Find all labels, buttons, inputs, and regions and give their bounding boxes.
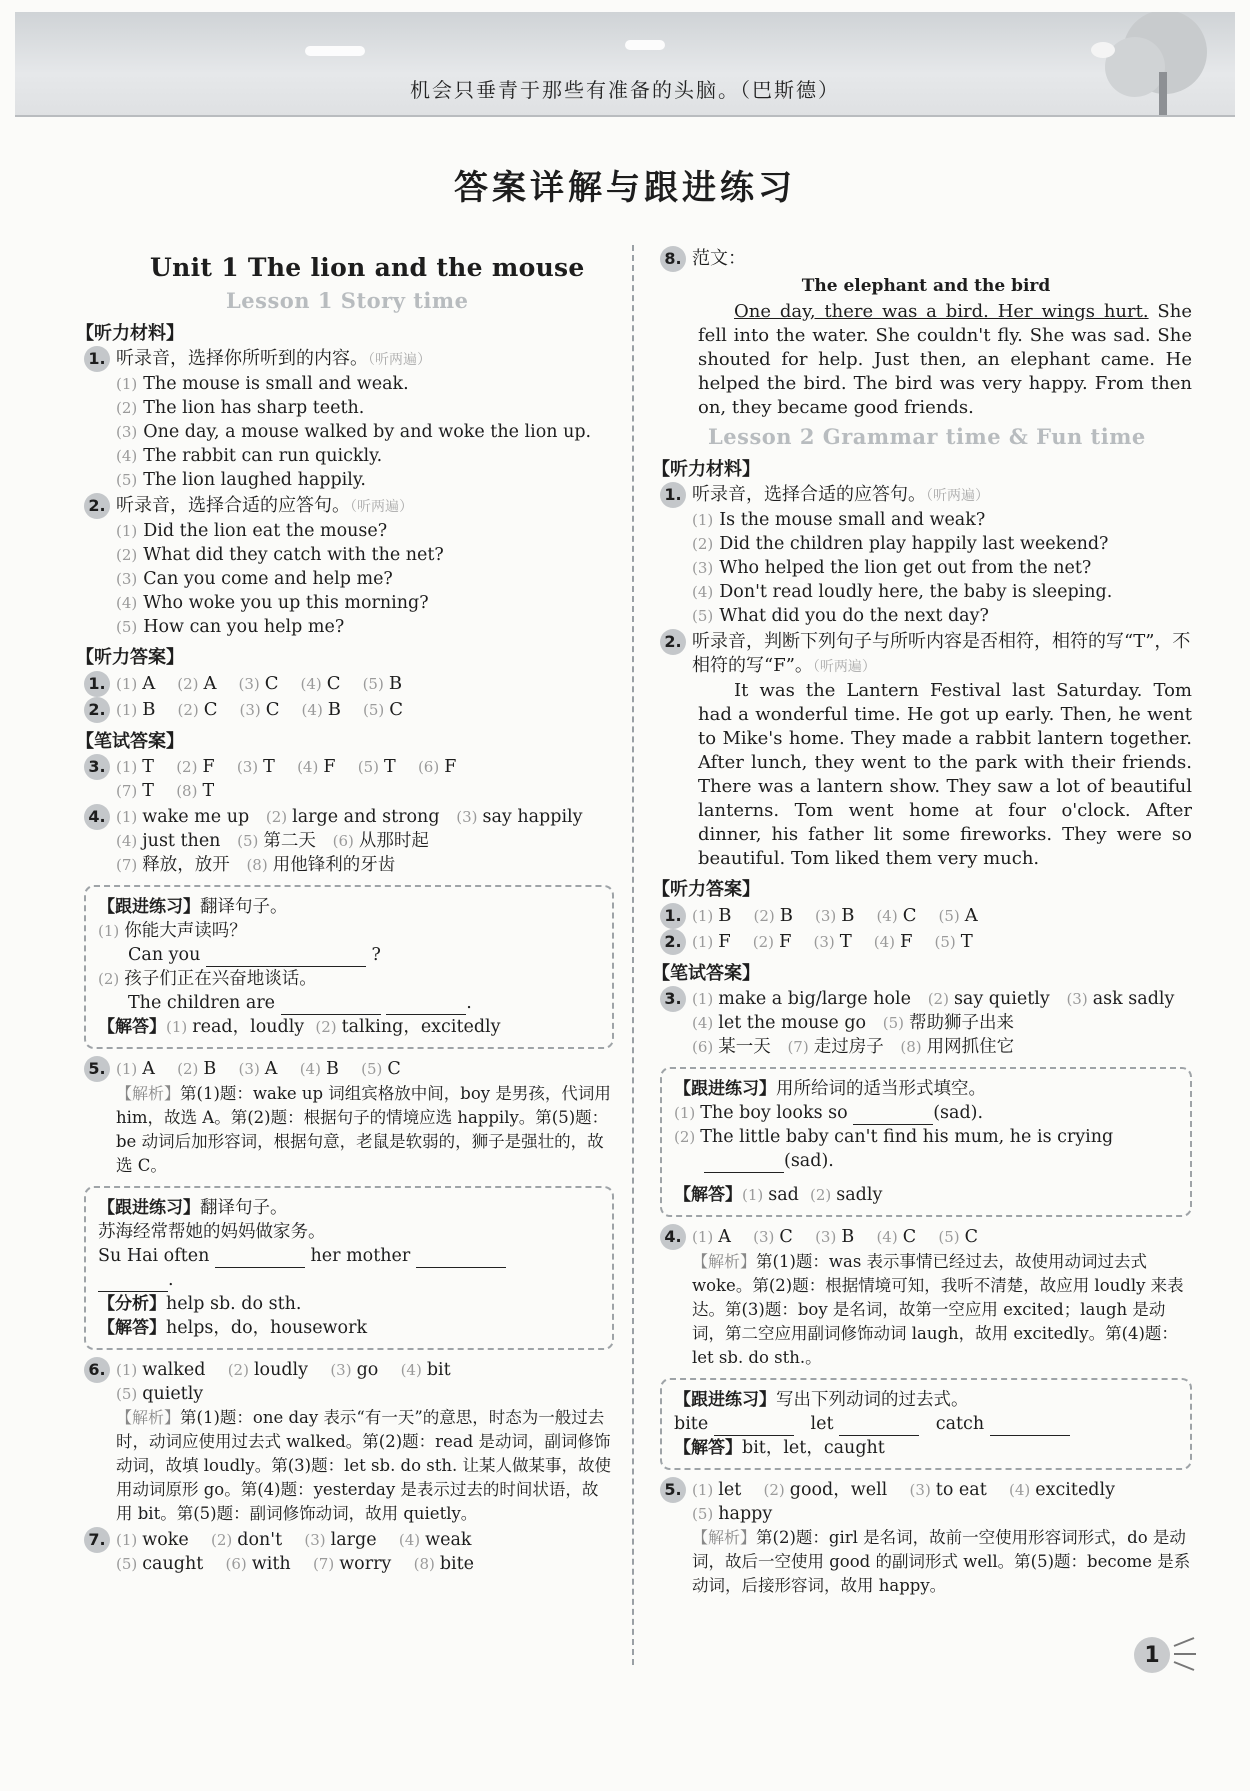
lesson-title: Lesson 2 Grammar time & Fun time [708,424,1146,449]
blank-field[interactable] [386,996,466,1015]
blank-field[interactable] [839,1417,919,1436]
answer-6: 6. (1) walked (2) loudly (3) go (4) bit (5) quietly [84,1358,614,1406]
cloud-decoration [305,46,365,56]
section-listening-material: 【听力材料】 [652,459,760,480]
practice-box-1: 【跟进练习】翻译句子。 (1) 你能大声读吗？ Can you ? (2) 孩子们正在兴奋地谈话。 The children are . 【解答】(1) read，loudly (2) talking，excitedly [84,885,614,1049]
question-8: 8. 范文： [660,247,1192,272]
list-item: (5) How can you help me? [116,617,345,637]
blank-field[interactable] [281,996,381,1015]
section-listening-answers: 【听力答案】 [76,647,184,668]
essay-title: The elephant and the bird [801,276,1051,296]
analysis-5: 【解析】第(2)题：girl 是名词，故前一空使用形容词形式，do 是动词，故后一空使用 good 的副词形式 well。第(5)题：become 是系动词，后接形容词，故用 happy。 [692,1528,1191,1595]
blank-field[interactable] [853,1106,933,1125]
section-listening-material: 【听力材料】 [76,323,184,344]
answer-3: 3. (1) T (2) F (3) T (4) F (5) T (6) F (7) T (8) T [84,755,614,803]
list-item: (3) Who helped the lion get out from the net? [692,558,1092,578]
question-text: 听录音，选择你所听到的内容。（听两遍） [116,348,431,369]
question-1 [84,347,614,372]
cloud-decoration [625,40,665,50]
page-number: 1 [1134,1637,1170,1673]
list-item: (5) The lion laughed happily. [116,470,366,490]
answer-row-2: 2. (1) B (2) C (3) C (4) B (5) C [84,697,614,723]
answer-7: 7. (1) woke (2) don't (3) large (4) weak (5) caught (6) with (7) worry (8) bite [84,1528,614,1576]
blank-field[interactable] [98,1273,168,1292]
analysis-6: 【解析】第(1)题：one day 表示“有一天”的意思，时态为一般过去时，动词应使用过去式 walked。第(2)题：read 是动词，副词修饰动词，故填 loudly。第(3)题：let sb. do sth. 让某人做某事，故使用动词原形 go。第(4)题：yesterday 是表示过去的时间状语，故用 bit。第(5)题：副词修饰动词，故用 quietly。 [116,1408,612,1523]
blank-field[interactable] [704,1154,784,1173]
section-written-answers: 【笔试答案】 [652,963,760,984]
list-item: (2) Did the children play happily last weekend? [692,534,1109,554]
answer-4: 4. (1) wake me up (2) large and strong (3) say happily (4) just then (5) 第二天 (6) 从那时起 (7) 释放，放开 (8) 用他锋利的牙齿 [84,805,614,877]
answer-5: 5. (1) A (2) B (3) A (4) B (5) C [84,1057,614,1082]
right-column [652,245,1192,1598]
list-item: (4) Who woke you up this morning? [116,593,429,613]
list-item: (5) What did you do the next day? [692,606,989,626]
left-column [76,245,614,1576]
header-banner [15,12,1235,117]
question-number: 1. [84,346,110,372]
list-item: (4) Don't read loudly here, the baby is sleeping. [692,582,1113,602]
answer-5: 5. (1) let (2) good，well (3) to eat (4) excitedly (5) happy [660,1478,1192,1526]
list-item: (2) What did they catch with the net? [116,545,444,565]
question-number: 2. [84,493,110,519]
answer-4: 4. (1) A (3) C (3) B (4) C (5) C [660,1225,1192,1250]
practice-box-2: 【跟进练习】翻译句子。 苏海经常帮她的妈妈做家务。 Su Hai often her mother . 【分析】help sb. do sth. 【解答】helps，do，housework [84,1186,614,1350]
analysis-5: 【解析】第(1)题：wake up 词组宾格放中间，boy 是男孩，代词用 him，故选 A。第(2)题：根据句子的情境应选 happily。第(5)题：be 动词后加形容词，根据句意，老鼠是软弱的，狮子是强壮的，故选 C。 [116,1084,611,1175]
rays-decoration-icon [1172,1634,1198,1674]
essay-text: One day, there was a bird. Her wings hurt. She fell into the water. She couldn't fly. She was sad. She shouted for help. Just then, an elephant came. He helped the bird. The bird was very happy. From then on, they became good friends. [698,301,1192,418]
list-item: (3) One day, a mouse walked by and woke the lion up. [116,422,592,442]
section-listening-answers: 【听力答案】 [652,879,760,900]
lesson-title: Lesson 1 Story time [226,288,469,313]
answer-row-1: 1. (1) B (2) B (3) B (4) C (5) A [660,903,1192,929]
unit-title: Unit 1 The lion and the mouse [150,253,585,282]
page-title: 答案详解与跟进练习 [454,168,796,208]
question-text: 听录音，选择合适的应答句。（听两遍） [116,495,413,516]
question-1: 1. 听录音，选择合适的应答句。（听两遍） [660,483,1192,508]
practice-box-3: 【跟进练习】用所给词的适当形式填空。 (1) The boy looks so (sad). (2) The little baby can't find his mum, he is crying (sad). 【解答】(1) sad (2) sadly [660,1067,1192,1217]
practice-box-4: 【跟进练习】写出下列动词的过去式。 bite let catch 【解答】bit，let，caught [660,1378,1192,1470]
column-divider [632,245,634,1665]
list-item: (1) The mouse is small and weak. [116,374,409,394]
section-written-answers: 【笔试答案】 [76,731,184,752]
list-item: (2) The lion has sharp teeth. [116,398,365,418]
list-item: (1) Did the lion eat the mouse? [116,521,388,541]
blank-field[interactable] [714,1417,794,1436]
question-2 [84,494,614,519]
list-item: (3) Can you come and help me? [116,569,393,589]
blank-field[interactable] [416,1249,506,1268]
blank-field[interactable] [990,1417,1070,1436]
answer-3: 3. (1) make a big/large hole (2) say quietly (3) ask sadly (4) let the mouse go (5) 帮助狮子出来 (6) 某一天 (7) 走过房子 (8) 用网抓住它 [660,987,1192,1059]
analysis-4: 【解析】第(1)题：was 表示事情已经过去，故使用动词过去式 woke。第(2)题：根据情境可知，我听不清楚，故应用 loudly 来表达。第(3)题：boy 是名词，故第一空应用 excited；laugh 是动词，第二空应用副词修饰动词 laugh，故用 excitedly。第(4)题：let sb. do sth.。 [692,1252,1184,1367]
motto: 机会只垂青于那些有准备的头脑。（巴斯德） [410,78,840,102]
list-item: (1) Is the mouse small and weak? [692,510,986,530]
listening-passage: It was the Lantern Festival last Saturday. Tom had a wonderful time. He got up early. Then, he went to Mike's home. They made a rabbit lantern together. After lunch, they went to the park with their friends. There was a lantern show. They saw a lot of beautiful lanterns. Tom went home at four o'clock. After dinner, his father lit some fireworks. They were so beautiful. Tom liked them very much. [698,680,1192,869]
blank-field[interactable] [206,948,366,967]
answer-row-1: 1. (1) A (2) A (3) C (4) C (5) B [84,671,614,697]
question-2: 2. 听录音，判断下列句子与所听内容是否相符，相符的写“T”，不相符的写“F”。（听两遍） [660,630,1192,679]
list-item: (4) The rabbit can run quickly. [116,446,383,466]
answer-row-2: 2. (1) F (2) F (3) T (4) F (5) T [660,929,1192,955]
blank-field[interactable] [215,1249,305,1268]
